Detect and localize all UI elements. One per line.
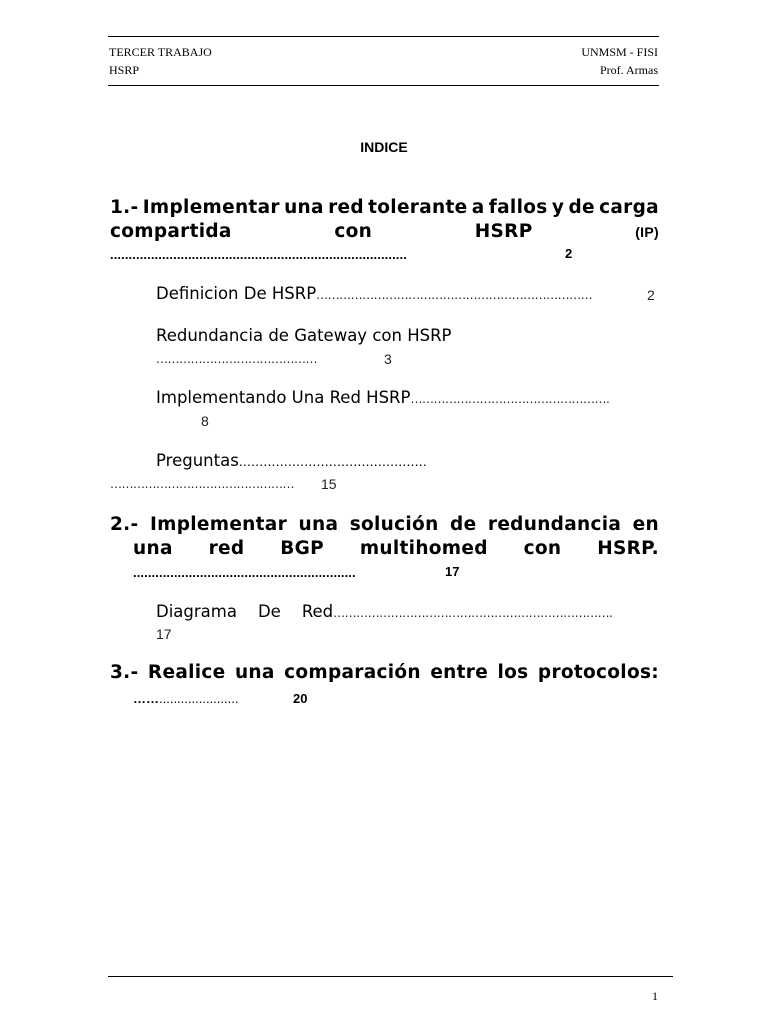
toc-word: HSRP.: [597, 538, 659, 559]
header-course: TERCER TRABAJO: [109, 45, 212, 59]
toc-word: Red: [301, 602, 334, 621]
toc-sub-preguntas[interactable]: [156, 451, 427, 470]
toc-sub-redundancia-dots: ……………………………………: [156, 352, 317, 366]
toc-sub-implementando-page: 8: [201, 413, 209, 429]
toc-word: multihomed: [359, 538, 488, 559]
toc-word: de: [450, 514, 477, 535]
toc-word: una: [284, 197, 324, 218]
page-title: INDICE: [360, 139, 408, 155]
toc-sub-definicion-page: 2: [647, 287, 655, 303]
toc-word: Implementar: [142, 197, 280, 218]
toc-word: entre: [430, 662, 489, 683]
toc-word: protocolos:: [537, 662, 659, 683]
toc-item-2-page: 17: [445, 564, 460, 579]
header-topic: HSRP: [109, 63, 140, 77]
toc-sub-redundancia-page: 3: [384, 351, 392, 367]
footer-rule: [108, 976, 673, 977]
toc-ip-label: (IP): [635, 224, 659, 240]
toc-word: comparación: [284, 662, 421, 683]
toc-word: De: [257, 602, 281, 621]
toc-word: los: [497, 662, 529, 683]
toc-item-1-line-1[interactable]: [110, 197, 659, 218]
toc-sub-preguntas-page: 15: [321, 476, 337, 492]
toc-word: a: [471, 197, 485, 218]
header-professor: Prof. Armas: [600, 63, 658, 77]
toc-word: fallos: [488, 197, 548, 218]
toc-word: solución: [349, 514, 439, 535]
toc-word: 3.-: [110, 662, 139, 683]
toc-item-3-dots: [133, 691, 238, 706]
toc-item-2-line-1[interactable]: [110, 514, 659, 535]
toc-word: HSRP: [474, 221, 533, 242]
toc-sub-diagrama[interactable]: [156, 602, 613, 621]
toc-word: carga: [599, 197, 659, 218]
toc-sub-diagrama-page: 17: [156, 626, 172, 642]
toc-item-2-line-2[interactable]: [133, 538, 659, 559]
toc-sub-dots: ………………………………………………………………: [316, 288, 593, 302]
toc-item-1-dots: ................................................................................: [110, 247, 407, 262]
toc-word: una: [298, 514, 339, 535]
toc-word: de: [568, 197, 595, 218]
toc-word: Diagrama: [156, 602, 237, 621]
toc-sub-label: Preguntas: [156, 451, 239, 470]
toc-word: red: [328, 197, 364, 218]
toc-word: una: [234, 662, 275, 683]
header-top-rule: [108, 36, 659, 37]
toc-item-1-page: 2: [565, 246, 573, 261]
toc-word: tolerante: [368, 197, 468, 218]
toc-word: en: [632, 514, 659, 535]
toc-word: 1.-: [110, 197, 139, 218]
toc-sub-preguntas-dots-2: …………………………………………: [110, 477, 294, 491]
toc-sub-dots: ……………………………………………………………….: [333, 606, 613, 620]
toc-word: 2.-: [110, 514, 139, 535]
toc-word: Realice: [147, 662, 226, 683]
toc-sub-label: Implementando Una Red HSRP: [156, 388, 411, 407]
toc-word: Implementar: [149, 514, 288, 535]
toc-item-3-page: 20: [293, 691, 308, 706]
toc-sub-redundancia-label[interactable]: Redundancia de Gateway con HSRP: [156, 326, 452, 345]
toc-dots: ......................: [159, 691, 239, 706]
toc-word: y: [551, 197, 565, 218]
toc-word: una: [133, 538, 173, 559]
toc-word: compartida: [110, 221, 232, 242]
toc-sub-dots: …………………………………………….: [410, 392, 610, 406]
toc-sub-label: Definicion De HSRP: [156, 284, 317, 303]
header-institution: UNMSM - FISI: [581, 45, 658, 59]
toc-item-3-line-1[interactable]: [110, 662, 659, 683]
header-bottom-rule: [108, 85, 659, 86]
toc-item-1-line-2[interactable]: [110, 221, 659, 242]
toc-word: red: [208, 538, 245, 559]
toc-dots-bold: ……: [133, 691, 159, 706]
toc-sub-dots: ..............................................: [238, 453, 427, 469]
toc-sub-implementando[interactable]: [156, 388, 609, 407]
toc-word: con: [334, 221, 373, 242]
page-number: 1: [652, 989, 658, 1003]
toc-word: con: [523, 538, 562, 559]
toc-word: BGP: [280, 538, 324, 559]
toc-word: redundancia: [487, 514, 622, 535]
toc-item-2-dots: ............................................................: [133, 565, 356, 580]
toc-sub-definicion[interactable]: [156, 284, 592, 303]
